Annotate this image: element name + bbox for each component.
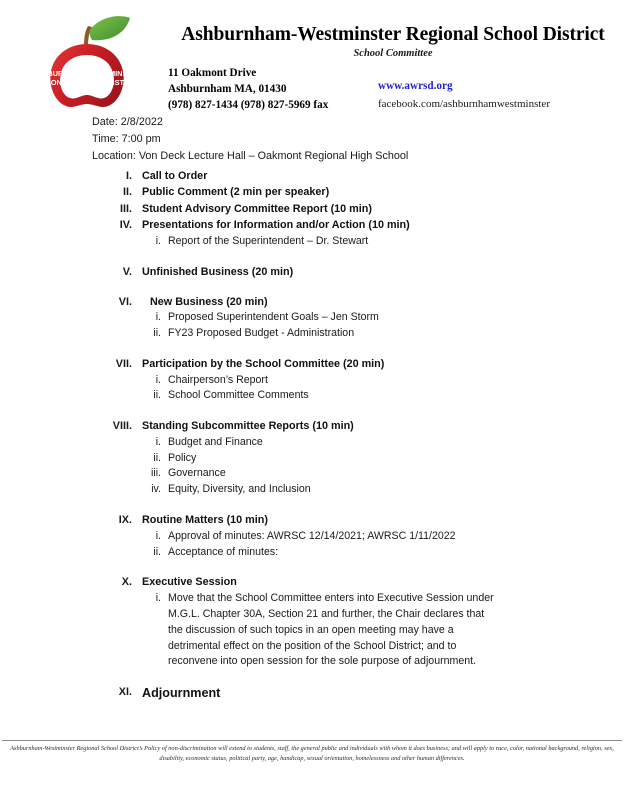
agenda-item-body (142, 168, 562, 184)
address-line-2: Ashburnham MA, 01430 (168, 82, 287, 95)
agenda-item (92, 264, 562, 280)
agenda-sub-marker: iv. (151, 483, 161, 496)
agenda-sub-list (142, 234, 562, 250)
agenda-item (92, 201, 562, 217)
website-link[interactable]: www.awrsd.org (378, 80, 453, 92)
agenda-sub-list (142, 435, 562, 499)
meeting-time: Time: 7:00 pm (92, 133, 161, 146)
logo-line2: REGIONAL SCHOOL DISTRICT (32, 78, 142, 87)
agenda-spacer (92, 250, 562, 264)
agenda-item-numeral: VIII. (112, 420, 132, 433)
agenda-item-title: Call to Order (142, 170, 208, 182)
agenda-item (92, 217, 562, 249)
agenda-sub-text: Budget and Finance (168, 435, 263, 448)
footer-divider (2, 740, 622, 741)
agenda-item-numeral: XI. (118, 686, 132, 699)
agenda-sub-item (142, 234, 562, 250)
agenda-item-numeral: III. (120, 202, 132, 215)
agenda-spacer (92, 342, 562, 356)
agenda-item-body (142, 264, 562, 280)
agenda-sub-marker: i. (155, 591, 161, 604)
agenda-item-body (142, 294, 562, 342)
committee-subtitle: School Committee (353, 47, 433, 59)
meeting-info-block (92, 114, 408, 165)
agenda-item-title: Executive Session (142, 576, 237, 589)
agenda-sub-item (142, 373, 562, 389)
meeting-location: Location: Von Deck Lecture Hall – Oakmont Regional High School (92, 150, 409, 163)
agenda-sub-text: Proposed Superintendent Goals – Jen Storm (168, 311, 379, 324)
agenda-sub-item (142, 482, 562, 498)
apple-logo-icon (22, 14, 152, 114)
agenda-sub-marker: i. (155, 529, 161, 542)
apple-leaf-shape (90, 16, 130, 40)
agenda-item (92, 574, 562, 670)
agenda-item-title: Unfinished Business (20 min) (142, 265, 294, 278)
agenda-item (92, 184, 562, 200)
agenda-sub-item (142, 388, 562, 404)
agenda-list (92, 168, 562, 703)
agenda-item-body (142, 512, 562, 560)
agenda-sub-item (142, 529, 562, 545)
agenda-item-numeral: I. (126, 170, 132, 182)
contact-address-block (168, 66, 328, 114)
district-logo (22, 14, 152, 114)
agenda-sub-text: School Committee Comments (168, 389, 309, 402)
agenda-item-title: Adjournment (142, 686, 221, 701)
agenda-sub-list (142, 373, 562, 405)
agenda-spacer (92, 404, 562, 418)
title-block (170, 24, 616, 59)
page-title: Ashburnham-Westminster Regional School District (181, 24, 605, 45)
agenda-sub-marker: ii. (153, 545, 161, 558)
agenda-sub-item (142, 310, 562, 326)
meeting-date: Date: 2/8/2022 (92, 116, 163, 128)
agenda-item-numeral: IV. (119, 219, 132, 232)
agenda-sub-item (142, 545, 562, 561)
agenda-sub-text: FY23 Proposed Budget - Administration (168, 327, 355, 340)
agenda-item-title: Participation by the School Committee (20 min) (142, 358, 385, 371)
agenda-sub-marker: ii. (153, 451, 161, 464)
agenda-sub-marker: i. (155, 311, 161, 324)
phone-line: (978) 827-1434 (978) 827-5969 fax (168, 98, 329, 111)
agenda-sub-marker: i. (155, 373, 161, 386)
agenda-item-title: Student Advisory Committee Report (10 min) (142, 202, 372, 215)
contact-web-block (378, 78, 550, 112)
agenda-sub-marker: i. (155, 234, 161, 247)
agenda-item-numeral: VI. (118, 295, 132, 308)
agenda-item-numeral: VII. (115, 358, 132, 371)
agenda-sub-text: Governance (168, 467, 226, 480)
agenda-spacer (92, 280, 562, 294)
agenda-sub-list (142, 310, 562, 342)
agenda-item-body (142, 684, 562, 703)
agenda-item-title: Standing Subcommittee Reports (10 min) (142, 420, 354, 433)
agenda-sub-text: Acceptance of minutes: (168, 545, 279, 558)
agenda-sub-item (142, 451, 562, 467)
logo-line1: ASHBURNHAM WESTMINSTER (31, 69, 143, 78)
agenda-item-body (142, 356, 562, 404)
agenda-item-title: Public Comment (2 min per speaker) (142, 186, 330, 199)
agenda-item-numeral: V. (122, 265, 132, 278)
agenda-sub-text: Report of the Superintendent – Dr. Stewart (168, 234, 369, 247)
agenda-item-body (142, 217, 562, 249)
facebook-handle: facebook.com/ashburnhamwestminster (378, 97, 550, 110)
agenda-spacer (92, 670, 562, 684)
agenda-sub-item (142, 591, 562, 670)
agenda-sub-text: Policy (168, 451, 197, 464)
agenda-sub-marker: iii. (150, 467, 161, 480)
non-discrimination-policy-text: Ashburnham-Westminster Regional School District’s Policy of non-discrimination will extend to students, staff, the general public and individuals with whom it does business; and will apply to race, color, national background, religion, sex, disability, economic status, political party, age, handicap, sexual orientation, homelessness and other human differences. (10, 744, 614, 762)
address-line-1: 11 Oakmont Drive (168, 67, 257, 79)
agenda-spacer (92, 560, 562, 574)
agenda-sub-item (142, 466, 562, 482)
agenda-sub-text: Chairperson’s Report (168, 373, 268, 386)
agenda-sub-text: Equity, Diversity, and Inclusion (168, 483, 311, 496)
agenda-item-title: New Business (20 min) (150, 295, 268, 308)
agenda-item (92, 512, 562, 560)
agenda-item-body (142, 574, 562, 670)
agenda-item-title: Presentations for Information and/or Action (10 min) (142, 219, 410, 232)
document-header (0, 8, 624, 118)
agenda-item-body (142, 184, 562, 200)
agenda-sub-list (142, 529, 562, 561)
agenda-item-title: Routine Matters (10 min) (142, 514, 268, 527)
agenda-sub-text: Approval of minutes: AWRSC 12/14/2021; AWRSC 1/11/2022 (168, 529, 456, 542)
agenda-sub-marker: ii. (153, 389, 161, 402)
document-footer (0, 740, 624, 764)
agenda-sub-list (142, 591, 562, 670)
agenda-item (92, 356, 562, 404)
agenda-item-body (142, 201, 562, 217)
logo-line3: MASSACHUSETTS (68, 88, 106, 94)
agenda-sub-text: Move that the School Committee enters into Executive Session under M.G.L. Chapter 30A, Section 21 and further, the Chair declares that the discussion of such topics in an open meeting may have a detrimental effect on the position of the School District; and to reconvene into open session for the sole purpose of adjournment. (168, 591, 494, 668)
agenda-sub-marker: ii. (153, 327, 161, 340)
agenda-item (92, 168, 562, 184)
agenda-item-numeral: II. (123, 186, 132, 199)
agenda-sub-item (142, 326, 562, 342)
agenda-item (92, 294, 562, 342)
agenda-item-numeral: IX. (118, 514, 132, 527)
agenda-item-body (142, 418, 562, 498)
agenda-item (92, 418, 562, 498)
agenda-item-numeral: X. (121, 576, 132, 589)
agenda-item (92, 684, 562, 703)
agenda-sub-marker: i. (155, 435, 161, 448)
agenda-sub-item (142, 435, 562, 451)
agenda-spacer (92, 498, 562, 512)
